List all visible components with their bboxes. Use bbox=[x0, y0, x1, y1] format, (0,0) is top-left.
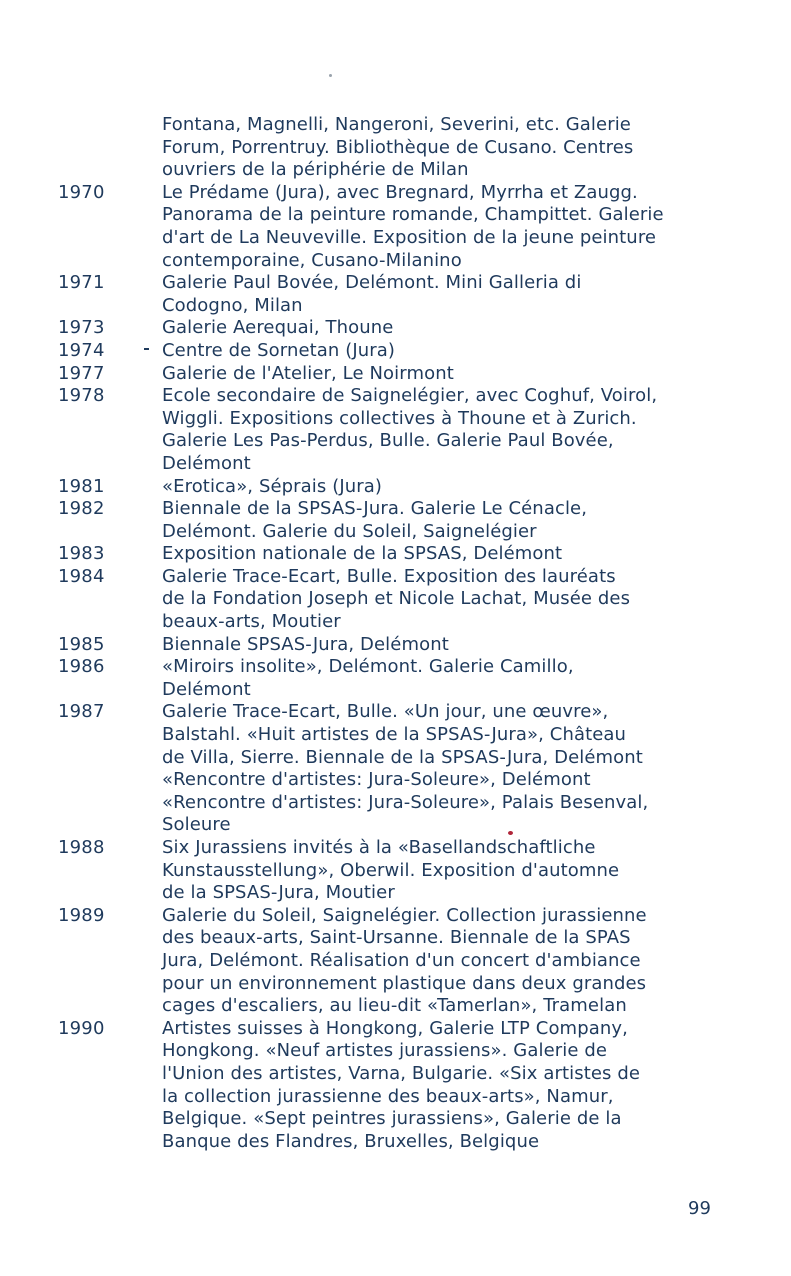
entry-line: l'Union des artistes, Varna, Bulgarie. «Six artistes de bbox=[162, 1062, 641, 1084]
exhibition-entry bbox=[58, 1018, 698, 1154]
entry-line: Galerie Trace-Ecart, Bulle. Exposition des lauréats bbox=[162, 565, 616, 587]
entry-year: 1971 bbox=[58, 272, 105, 294]
entry-year: 1981 bbox=[58, 475, 105, 497]
exhibition-entry bbox=[58, 656, 698, 701]
entry-line: Delémont bbox=[162, 678, 251, 700]
entry-year: 1988 bbox=[58, 837, 105, 858]
entry-description bbox=[162, 634, 698, 657]
entry-line: Delémont bbox=[162, 452, 251, 474]
entry-year: 1974 bbox=[58, 339, 105, 361]
exhibition-entry bbox=[58, 272, 698, 317]
entry-line: Soleure bbox=[162, 814, 231, 836]
entry-line: Le Prédame (Jura), avec Bregnard, Myrrha et Zaugg. bbox=[162, 181, 638, 203]
exhibition-entry bbox=[58, 701, 698, 837]
entry-line: «Erotica», Séprais (Jura) bbox=[162, 475, 382, 497]
entry-line: Galerie Aerequai, Thoune bbox=[162, 317, 394, 339]
entry-description bbox=[162, 182, 698, 272]
entry-line: «Miroirs insolite», Delémont. Galerie Camillo, bbox=[162, 656, 574, 678]
entry-description bbox=[162, 837, 698, 905]
entry-line: Biennale de la SPSAS-Jura. Galerie Le Cénacle, bbox=[162, 498, 588, 520]
entry-description bbox=[162, 1018, 698, 1154]
entry-line: d'art de La Neuveville. Exposition de la jeune peinture bbox=[162, 226, 657, 248]
entry-line: Fontana, Magnelli, Nangeroni, Severini, etc. Galerie bbox=[162, 114, 631, 135]
entry-year: 1984 bbox=[58, 565, 105, 587]
exhibition-entry bbox=[58, 566, 698, 634]
entry-line: de la SPSAS-Jura, Moutier bbox=[162, 882, 395, 904]
entry-line: de la Fondation Joseph et Nicole Lachat, Musée des bbox=[162, 588, 631, 610]
entry-line: Biennale SPSAS-Jura, Delémont bbox=[162, 633, 449, 655]
entry-line: Galerie Trace-Ecart, Bulle. «Un jour, une œuvre», bbox=[162, 701, 609, 723]
entry-description bbox=[162, 476, 698, 499]
entry-line: «Rencontre d'artistes: Jura-Soleure», Delémont bbox=[162, 769, 591, 791]
entry-line: Delémont. Galerie du Soleil, Saignelégier bbox=[162, 520, 537, 542]
entry-year: 1989 bbox=[58, 904, 105, 926]
entry-year: 1978 bbox=[58, 385, 105, 407]
entry-line: Galerie Les Pas-Perdus, Bulle. Galerie Paul Bovée, bbox=[162, 430, 614, 452]
entry-line: Artistes suisses à Hongkong, Galerie LTP Company, bbox=[162, 1017, 628, 1039]
entry-line: Exposition nationale de la SPSAS, Delémont bbox=[162, 543, 563, 565]
entry-line: Hongkong. «Neuf artistes jurassiens». Galerie de bbox=[162, 1040, 608, 1062]
entry-line: ouvriers de la périphérie de Milan bbox=[162, 159, 469, 181]
entry-line: Six Jurassiens invités à la «Basellandschaftliche bbox=[162, 837, 596, 858]
entry-description bbox=[162, 566, 698, 634]
exhibition-entry bbox=[58, 317, 698, 340]
entry-line: Ecole secondaire de Saignelégier, avec Coghuf, Voirol, bbox=[162, 385, 658, 407]
entry-year: 1987 bbox=[58, 701, 105, 723]
entry-line: de Villa, Sierre. Biennale de la SPSAS-Jura, Delémont bbox=[162, 746, 643, 768]
entry-line: contemporaine, Cusano-Milanino bbox=[162, 249, 462, 271]
entry-description bbox=[162, 272, 698, 317]
entry-line: Balstahl. «Huit artistes de la SPSAS-Jura», Château bbox=[162, 724, 627, 746]
entry-line: Codogno, Milan bbox=[162, 294, 303, 316]
entry-description bbox=[162, 340, 698, 363]
exhibition-entry bbox=[58, 340, 698, 363]
entry-description bbox=[162, 114, 698, 182]
print-speck bbox=[329, 74, 332, 77]
entry-year: 1977 bbox=[58, 362, 105, 384]
entry-year: 1986 bbox=[58, 656, 105, 678]
entry-line: Galerie de l'Atelier, Le Noirmont bbox=[162, 362, 454, 384]
entry-description bbox=[162, 363, 698, 386]
exhibition-entry bbox=[58, 114, 698, 182]
entry-line: des beaux-arts, Saint-Ursanne. Biennale de la SPAS bbox=[162, 927, 631, 949]
entry-description bbox=[162, 656, 698, 701]
entry-line: Belgique. «Sept peintres jurassiens», Galerie de la bbox=[162, 1108, 622, 1130]
entry-year: 1970 bbox=[58, 181, 105, 203]
entry-line: «Rencontre d'artistes: Jura-Soleure», Palais Besenval, bbox=[162, 791, 649, 813]
exhibition-entry bbox=[58, 634, 698, 657]
exhibition-entry bbox=[58, 543, 698, 566]
entry-line: Banque des Flandres, Bruxelles, Belgique bbox=[162, 1130, 540, 1152]
entry-year: 1985 bbox=[58, 633, 105, 655]
exhibition-entry bbox=[58, 363, 698, 386]
entry-line: Kunstausstellung», Oberwil. Exposition d'automne bbox=[162, 859, 620, 881]
entry-line: la collection jurassienne des beaux-arts», Namur, bbox=[162, 1085, 614, 1107]
entry-line: Centre de Sornetan (Jura) bbox=[162, 339, 396, 361]
entry-description bbox=[162, 498, 698, 543]
exhibition-list bbox=[58, 114, 698, 1153]
entry-description bbox=[162, 385, 698, 475]
entry-line: pour un environnement plastique dans deux grandes bbox=[162, 972, 647, 994]
entry-description bbox=[162, 317, 698, 340]
entry-line: cages d'escaliers, au lieu-dit «Tamerlan», Tramelan bbox=[162, 995, 627, 1017]
entry-line: Forum, Porrentruy. Bibliothèque de Cusano. Centres bbox=[162, 136, 634, 158]
entry-description bbox=[162, 905, 698, 1018]
exhibition-entry bbox=[58, 182, 698, 272]
entry-line: Panorama de la peinture romande, Champittet. Galerie bbox=[162, 204, 664, 226]
entry-line: Galerie du Soleil, Saignelégier. Collection jurassienne bbox=[162, 904, 647, 926]
entry-line: Wiggli. Expositions collectives à Thoune et à Zurich. bbox=[162, 407, 637, 429]
entry-year: 1982 bbox=[58, 498, 105, 520]
entry-year: 1990 bbox=[58, 1017, 105, 1039]
exhibition-entry bbox=[58, 837, 698, 905]
entry-year: 1973 bbox=[58, 317, 105, 339]
exhibition-entry bbox=[58, 385, 698, 475]
entry-line: Jura, Delémont. Réalisation d'un concert d'ambiance bbox=[162, 949, 641, 971]
entry-line: Galerie Paul Bovée, Delémont. Mini Galleria di bbox=[162, 272, 582, 294]
exhibition-entry bbox=[58, 498, 698, 543]
entry-year: 1983 bbox=[58, 543, 105, 565]
entry-description bbox=[162, 543, 698, 566]
entry-line: beaux-arts, Moutier bbox=[162, 611, 341, 633]
page-number: 99 bbox=[688, 1198, 711, 1219]
exhibition-entry bbox=[58, 905, 698, 1018]
entry-description bbox=[162, 701, 698, 837]
exhibition-entry bbox=[58, 476, 698, 499]
